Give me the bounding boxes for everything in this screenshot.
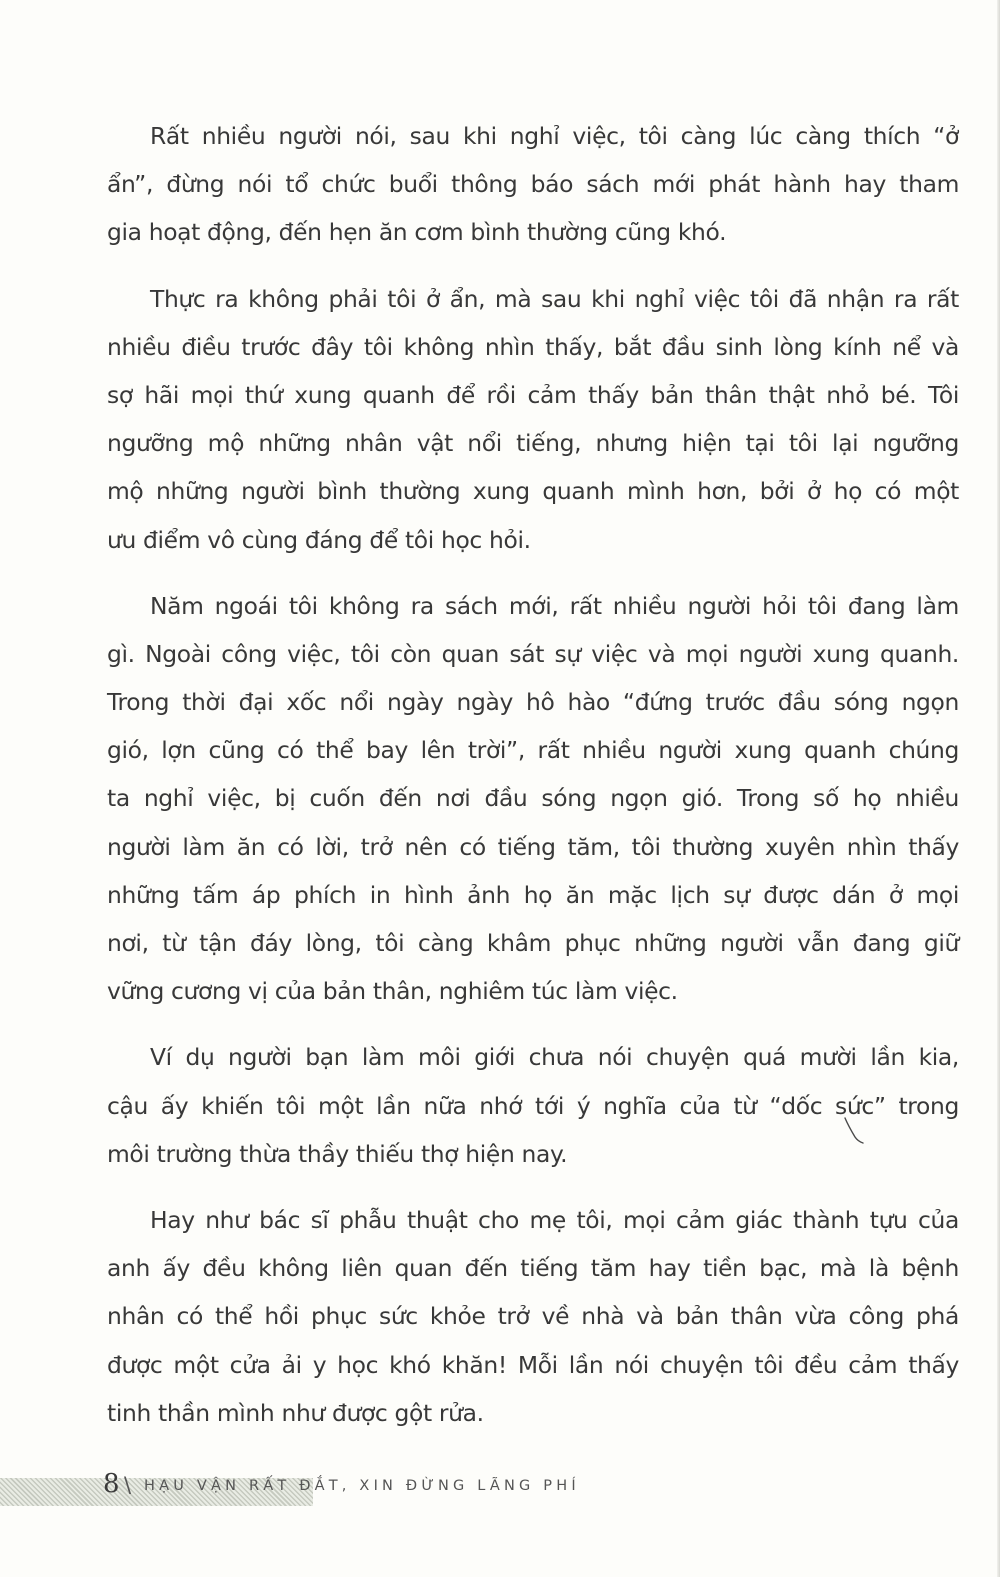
text-line: Hay như bác sĩ phẫu thuật cho mẹ tôi, mọi cảm giác thành tựu của — [150, 1205, 959, 1234]
text-line: mộ những người bình thường xung quanh mình hơn, bởi ở họ có một — [107, 477, 959, 506]
text-line: Ví dụ người bạn làm môi giới chưa nói chuyện quá mười lần kia, — [150, 1043, 959, 1072]
text-line: những tấm áp phích in hình ảnh họ ăn mặc lịch sự được dán ở mọi — [107, 880, 959, 909]
text-line: gia hoạt động, đến hẹn ăn cơm bình thường cũng khó. — [107, 218, 727, 247]
text-line: ẩn”, đừng nói tổ chức buổi thông báo sách mới phát hành hay tham — [107, 170, 959, 199]
page-footer — [0, 1460, 700, 1510]
text-line: Rất nhiều người nói, sau khi nghỉ việc, tôi càng lúc càng thích “ở — [150, 122, 959, 150]
text-line: Trong thời đại xốc nổi ngày ngày hô hào “đứng trước đầu sóng ngọn — [107, 688, 959, 717]
text-line: nhiều điều trước đây tôi không nhìn thấy, bắt đầu sinh lòng kính nể và — [107, 332, 959, 361]
text-line: Năm ngoái tôi không ra sách mới, rất nhiều người hỏi tôi đang làm — [150, 591, 959, 620]
text-line: tinh thần mình như được gột rửa. — [107, 1398, 484, 1427]
text-line: Thực ra không phải tôi ở ẩn, mà sau khi nghỉ việc tôi đã nhận ra rất — [150, 284, 959, 313]
text-line: được một cửa ải y học khó khăn! Mỗi lần nói chuyện tôi đều cảm thấy — [107, 1350, 959, 1379]
text-line: môi trường thừa thầy thiếu thợ hiện nay. — [107, 1139, 568, 1168]
text-line: nơi, từ tận đáy lòng, tôi càng khâm phục những người vẫn đang giữ — [107, 929, 959, 957]
footer-separator: \ — [124, 1473, 132, 1497]
text-line: người làm ăn có lời, trở nên có tiếng tăm, tôi thường xuyên nhìn thấy — [107, 832, 959, 861]
text-line: gì. Ngoài công việc, tôi còn quan sát sự việc và mọi người xung quanh. — [107, 639, 959, 668]
text-line: sợ hãi mọi thứ xung quanh để rồi cảm thấy bản thân thật nhỏ bé. Tôi — [107, 380, 959, 409]
text-line: cậu ấy khiến tôi một lần nữa nhớ tới ý nghĩa của từ “dốc sức” trong — [107, 1091, 959, 1120]
running-book-title: HẠU VẬN RẤT ĐẮT, XIN ĐỪNG LÃNG PHÍ — [144, 1478, 580, 1494]
text-line: ta nghỉ việc, bị cuốn đến nơi đầu sóng ngọn gió. Trong số họ nhiều — [107, 784, 959, 813]
paragraph-2 — [107, 275, 959, 564]
text-line: anh ấy đều không liên quan đến tiếng tăm hay tiền bạc, mà là bệnh — [107, 1254, 959, 1283]
text-line: nhân có thể hồi phục sức khỏe trở về nhà và bản thân vừa công phá — [107, 1302, 959, 1331]
text-line: vững cương vị của bản thân, nghiêm túc làm việc. — [107, 977, 678, 1006]
text-line: ưu điểm vô cùng đáng để tôi học hỏi. — [107, 525, 531, 554]
text-line: gió, lợn cũng có thể bay lên trời”, rất nhiều người xung quanh chúng — [107, 736, 959, 765]
paragraph-1 — [107, 112, 959, 257]
page-number: 8 — [103, 1469, 120, 1499]
paragraph-5 — [107, 1196, 959, 1437]
page-body — [107, 112, 959, 1455]
paragraph-4 — [107, 1033, 959, 1178]
paragraph-3 — [107, 582, 959, 1016]
pen-stroke-mark — [843, 1117, 865, 1145]
text-line: ngưỡng mộ những nhân vật nổi tiếng, nhưng hiện tại tôi lại ngưỡng — [107, 429, 959, 458]
